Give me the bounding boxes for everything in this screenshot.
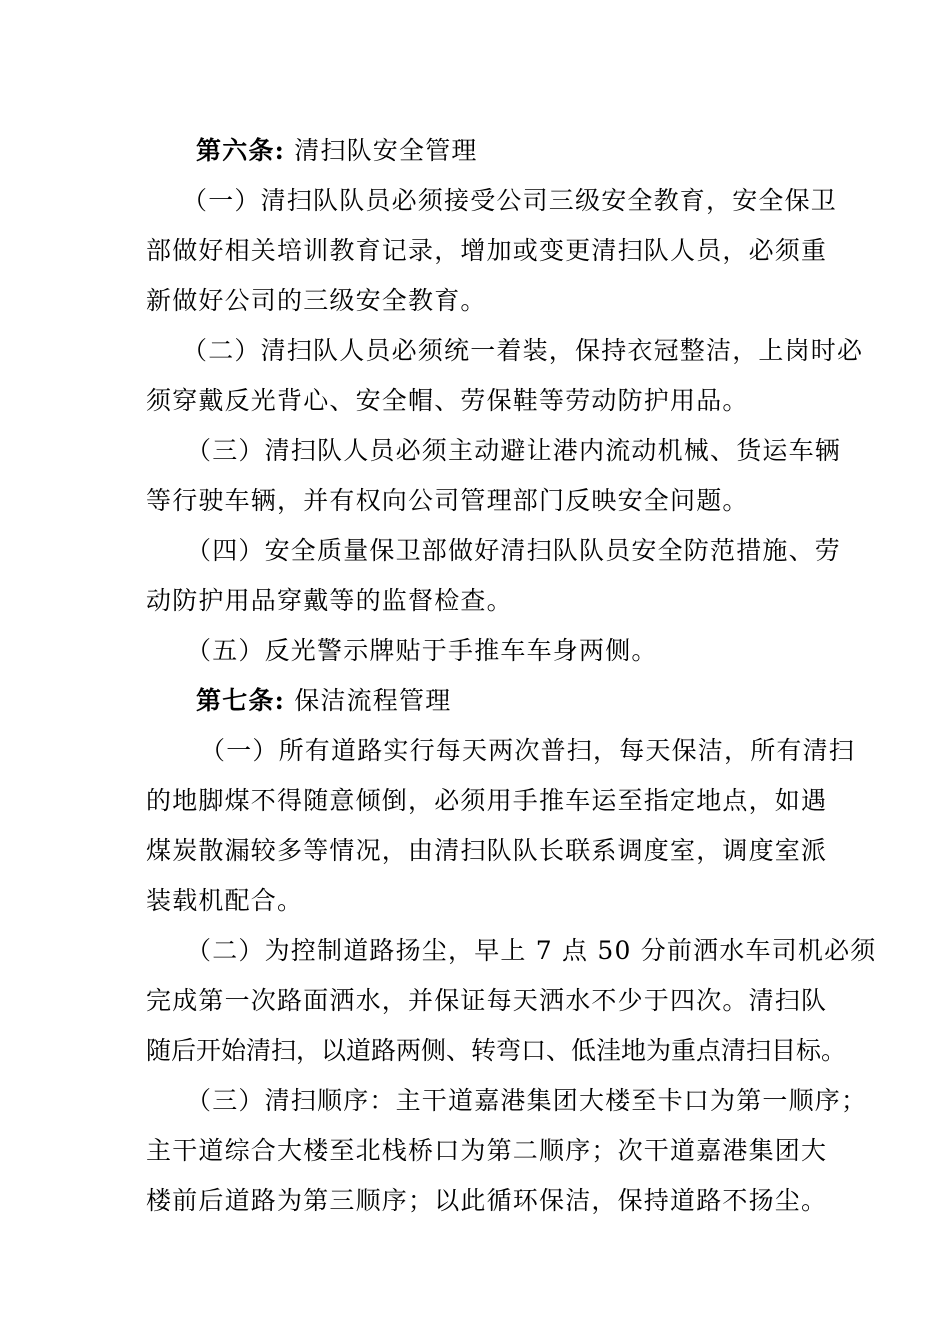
article-7-label: 第七条: xyxy=(196,686,286,715)
article-6-para-3-line-2: 等行驶车辆，并有权向公司管理部门反映安全问题。 xyxy=(146,486,749,515)
article-6-para-3-line-1: （三）清扫队人员必须主动避让港内流动机械、货运车辆 xyxy=(186,436,842,465)
article-7-para-1-line-1: （一）所有道路实行每天两次普扫，每天保洁，所有清扫 xyxy=(200,736,856,765)
article-7-para-1-line-2: 的地脚煤不得随意倾倒，必须用手推车运至指定地点，如遇 xyxy=(146,786,828,815)
article-6-title: 清扫队安全管理 xyxy=(294,136,478,165)
article-7-para-1-line-3: 煤炭散漏较多等情况，由清扫队队长联系调度室，调度室派 xyxy=(146,836,828,865)
article-7-para-3-line-3: 楼前后道路为第三顺序；以此循环保洁，保持道路不扬尘。 xyxy=(146,1186,828,1215)
article-7-para-2-line-1: （二）为控制道路扬尘，早上 7 点 50 分前洒水车司机必须 xyxy=(186,936,877,965)
article-6-para-1-line-2: 部做好相关培训教育记录，增加或变更清扫队人员，必须重 xyxy=(146,236,828,265)
article-7-para-2-line-2: 完成第一次路面洒水，并保证每天洒水不少于四次。清扫队 xyxy=(146,986,828,1015)
article-6-heading xyxy=(196,135,826,167)
article-6-para-2-line-1: （二）清扫队人员必须统一着装，保持衣冠整洁，上岗时必 xyxy=(182,336,864,365)
article-6-para-2-line-2: 须穿戴反光背心、安全帽、劳保鞋等劳动防护用品。 xyxy=(146,386,749,415)
article-6-label: 第六条: xyxy=(196,136,286,165)
article-6-para-4-line-2: 动防护用品穿戴等的监督检查。 xyxy=(146,586,513,615)
article-6-para-1-line-1: （一）清扫队队员必须接受公司三级安全教育，安全保卫 xyxy=(182,186,838,215)
article-7-title: 保洁流程管理 xyxy=(294,686,452,715)
article-7-para-3-line-1: （三）清扫顺序：主干道嘉港集团大楼至卡口为第一顺序； xyxy=(186,1086,868,1115)
article-7-para-3-line-2: 主干道综合大楼至北栈桥口为第二顺序；次干道嘉港集团大 xyxy=(146,1136,828,1165)
article-7-para-1-line-4: 装载机配合。 xyxy=(146,886,304,915)
article-7-heading xyxy=(196,685,826,717)
article-6-para-4-line-1: （四）安全质量保卫部做好清扫队队员安全防范措施、劳 xyxy=(186,536,842,565)
article-7-para-2-line-3: 随后开始清扫，以道路两侧、转弯口、低洼地为重点清扫目标。 xyxy=(146,1036,847,1065)
article-6-para-1-line-3: 新做好公司的三级安全教育。 xyxy=(146,286,487,315)
article-6-para-5-line-1: （五）反光警示牌贴于手推车车身两侧。 xyxy=(186,636,658,665)
